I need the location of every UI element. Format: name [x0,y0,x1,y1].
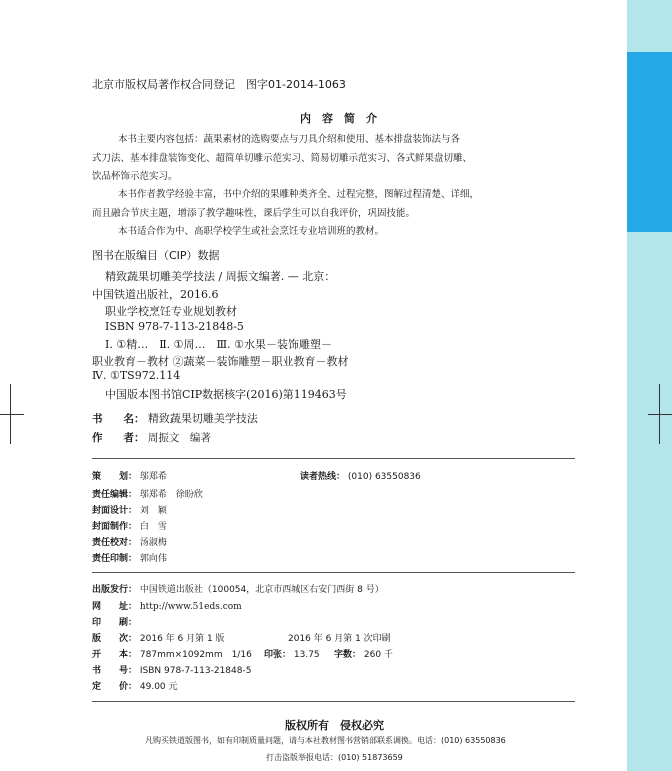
book-author-row [92,430,211,445]
url-row [92,599,242,612]
book-author-label: 作 者： [92,432,145,444]
cip-line4: ISBN 978-7-113-21848-5 [105,320,244,333]
divider-publication [92,572,575,573]
publisher-value: 中国铁道出版社（100054，北京市西城区右安门西街 8 号） [139,585,384,595]
rights-notice: 版权所有 侵权必究 [285,719,384,732]
editor-row [92,487,203,500]
summary-para1-line3: 饮品杯饰示范实习。 [92,171,178,182]
book-author-value: 周振文 编著 [147,432,211,444]
cip-line6: 职业教育－教材 ②蔬菜－装饰雕塑－职业教育－教材 [92,355,349,368]
hotline-row [300,469,421,482]
printer-row [92,615,137,628]
quality-notice: 凡购买铁道版图书，如有印制质量问题，请与本社教材图书营销部联系调换。电话：(010) 63550836 [145,736,506,745]
summary-para2-line1: 本书作者教学经验丰富，书中介绍的果雕种类齐全、过程完整，图解过程清楚、详细， [118,189,480,200]
cip-line7: Ⅳ. ①TS972.114 [92,369,181,382]
url-value: http://www.51eds.com [139,602,242,612]
cover-make-value: 白 雪 [139,522,167,532]
summary-para1-line2: 式刀法、基本排盘装饰变化、超简单切雕示范实习、简易切雕示范实习、各式鲜果盘切雕、 [92,153,473,164]
publisher-label: 出版发行： [92,585,138,595]
cip-line5: Ⅰ. ①精… Ⅱ. ①周… Ⅲ. ①水果－装饰雕塑－ [105,338,332,351]
words-row [334,647,393,660]
print-value: 郭向伟 [139,554,167,564]
printing-value: 2016 年 6 月第 1 次印刷 [288,634,391,644]
book-title-row [92,410,258,426]
summary-para1-line1: 本书主要内容包括：蔬果素材的选购要点与刀具介绍和使用、基本排盘装饰法与各 [118,134,461,145]
sheets-row [264,647,320,660]
isbn-row [92,663,251,676]
sheets-label: 印张： [264,650,292,660]
crop-mark-right-vertical [659,384,660,444]
crop-mark-right [648,414,672,415]
planner-value: 邬郑希 [139,472,167,482]
publisher-row [92,582,384,595]
format-label: 开 本： [92,650,138,660]
divider-footer [92,701,575,702]
proof-row [92,535,167,548]
words-value: 260 千 [363,650,393,660]
edition-row [92,631,225,644]
cip-line1: 精致蔬果切雕美学技法 / 周振文编著. — 北京： [105,270,336,283]
cover-make-label: 封面制作： [92,522,138,532]
cover-design-value: 刘 颖 [139,506,167,516]
print-row [92,551,167,564]
printer-label: 印 刷： [92,618,138,628]
book-title-value: 精致蔬果切雕美学技法 [147,412,258,425]
cover-design-row [92,503,167,516]
editor-value: 邬郑希 徐盼欣 [139,490,203,500]
price-row [92,679,178,692]
planner-label: 策 划： [92,472,138,482]
planner-row [92,469,167,482]
summary-para3-line1: 本书适合作为中、高职学校学生或社会烹饪专业培训班的教材。 [118,226,385,237]
book-title-label: 书 名： [92,413,145,425]
print-label: 责任印制： [92,554,138,564]
format-value: 787mm×1092mm 1/16 [139,650,252,660]
edition-label: 版 次： [92,634,138,644]
price-label: 定 价： [92,682,138,692]
piracy-report: 打击盗版举报电话：(010) 51873659 [266,753,403,762]
sheets-value: 13.75 [293,650,320,660]
isbn-label: 书 号： [92,666,138,676]
cover-make-row [92,519,167,532]
crop-mark-left [0,414,24,415]
cip-line2: 中国铁道出版社，2016.6 [92,288,219,301]
cip-heading: 图书在版编目（CIP）数据 [92,249,220,262]
edition-value: 2016 年 6 月第 1 版 [139,634,225,644]
cover-design-label: 封面设计： [92,506,138,516]
format-row [92,647,252,660]
cip-line8: 中国版本图书馆CIP数据核字(2016)第119463号 [105,388,347,401]
hotline-label: 读者热线： [300,472,346,482]
summary-para2-line2: 而且融合节庆主题，增添了教学趣味性，课后学生可以自我评价，巩固技能。 [92,208,416,219]
copyright-registration: 北京市版权局著作权合同登记 图字01-2014-1063 [92,78,346,91]
cip-line3: 职业学校烹饪专业规划教材 [105,305,237,318]
summary-title: 内 容 简 介 [300,112,377,125]
hotline-value: (010) 63550836 [347,472,421,482]
proof-label: 责任校对： [92,538,138,548]
editor-label: 责任编辑： [92,490,138,500]
url-label: 网 址： [92,602,138,612]
crop-mark-left-vertical [10,384,11,444]
words-label: 字数： [334,650,362,660]
right-edge-accent [627,52,672,232]
divider-credits [92,458,575,459]
isbn-value: ISBN 978-7-113-21848-5 [139,666,252,676]
price-value: 49.00 元 [139,682,178,692]
proof-value: 汤淑梅 [139,538,167,548]
